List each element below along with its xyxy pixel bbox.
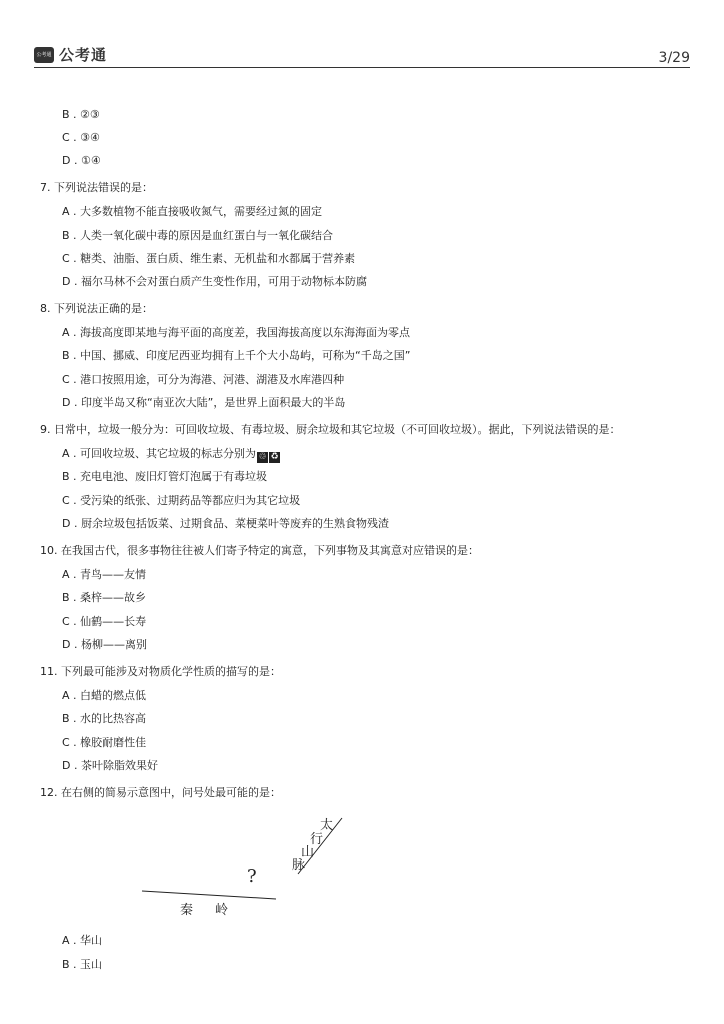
- q7-option-d: D . 福尔马林不会对蛋白质产生变性作用，可用于动物标本防腐: [62, 275, 367, 288]
- q11-option-a: A . 白蜡的燃点低: [62, 689, 147, 702]
- q11-option-d: D . 茶叶除脂效果好: [62, 759, 158, 772]
- label-ling: 岭: [215, 903, 229, 918]
- label-mai: 脉: [292, 858, 306, 873]
- q10-option-b: B . 桑梓——故乡: [62, 591, 147, 604]
- option-c: C . ③④: [62, 131, 100, 144]
- q12-option-a: A . 华山: [62, 934, 103, 947]
- header-divider: [34, 67, 690, 68]
- q11-option-b: B . 水的比热容高: [62, 712, 147, 725]
- q7-option-c: C . 糖类、油脂、蛋白质、维生素、无机盐和水都属于营养素: [62, 252, 356, 265]
- q8-option-a: A . 海拔高度即某地与海平面的高度差，我国海拔高度以东海海面为零点: [62, 326, 411, 339]
- option-d: D . ①④: [62, 154, 101, 167]
- q10-option-c: C . 仙鹤——长寿: [62, 615, 147, 628]
- qinling-ridge-line: [142, 891, 276, 899]
- question-9-title: 9. 日常中，垃圾一般分为：可回收垃圾、有毒垃圾、厨余垃圾和其它垃圾（不可回收垃圾）。据此，下列说法错误的是：: [40, 423, 621, 436]
- label-shan: 山: [301, 845, 315, 860]
- q9-option-a: [62, 447, 281, 463]
- q12-option-b: B . 玉山: [62, 958, 103, 971]
- q11-option-c: C . 橡胶耐磨性佳: [62, 736, 147, 749]
- q8-option-c: C . 港口按照用途，可分为海港、河港、湖港及水库港四种: [62, 373, 345, 386]
- question-7-title: 7. 下列说法错误的是：: [40, 181, 153, 194]
- page-number: 3/29: [658, 50, 690, 66]
- q9-option-c: C . 受污染的纸张、过期药品等都应归为其它垃圾: [62, 494, 301, 507]
- logo-text: 公考通: [59, 46, 108, 64]
- q10-option-d: D . 杨柳——离别: [62, 638, 147, 651]
- recycle-icon: ♲: [258, 452, 267, 462]
- label-hang: 行: [310, 832, 324, 847]
- page-header: [0, 0, 724, 70]
- q10-option-a: A . 青鸟——友情: [62, 568, 147, 581]
- label-qin: 秦: [180, 903, 194, 918]
- question-10-title: 10. 在我国古代，很多事物往往被人们寄予特定的寓意，下列事物及其寓意对应错误的是：: [40, 544, 479, 557]
- q7-option-b: B . 人类一氧化碳中毒的原因是血红蛋白与一氧化碳结合: [62, 229, 334, 242]
- question-mark: ?: [247, 866, 257, 887]
- question-8-title: 8. 下列说法正确的是：: [40, 302, 153, 315]
- logo: [34, 44, 107, 65]
- recycle-symbols: [257, 449, 281, 463]
- other-waste-icon: ♻: [270, 452, 279, 462]
- logo-icon: 公考通: [34, 47, 54, 63]
- question-12-title: 12. 在右侧的简易示意图中，问号处最可能的是：: [40, 786, 281, 799]
- label-tai: 太: [320, 818, 334, 833]
- q7-option-a: A . 大多数植物不能直接吸收氮气，需要经过氮的固定: [62, 205, 323, 218]
- q8-option-b: B . 中国、挪威、印度尼西亚均拥有上千个大小岛屿，可称为“千岛之国”: [62, 349, 411, 362]
- q8-option-d: D . 印度半岛又称“南亚次大陆”，是世界上面积最大的半岛: [62, 396, 346, 409]
- option-b: B . ②③: [62, 108, 100, 121]
- question-11-title: 11. 下列最可能涉及对物质化学性质的描写的是：: [40, 665, 281, 678]
- sketch-map: [130, 810, 360, 920]
- q9-option-b: B . 充电电池、废旧灯管灯泡属于有毒垃圾: [62, 470, 268, 483]
- q9-option-d: D . 厨余垃圾包括饭菜、过期食品、菜梗菜叶等废弃的生熟食物残渣: [62, 517, 389, 530]
- q9-option-a-text: A . 可回收垃圾、其它垃圾的标志分别为: [62, 447, 257, 460]
